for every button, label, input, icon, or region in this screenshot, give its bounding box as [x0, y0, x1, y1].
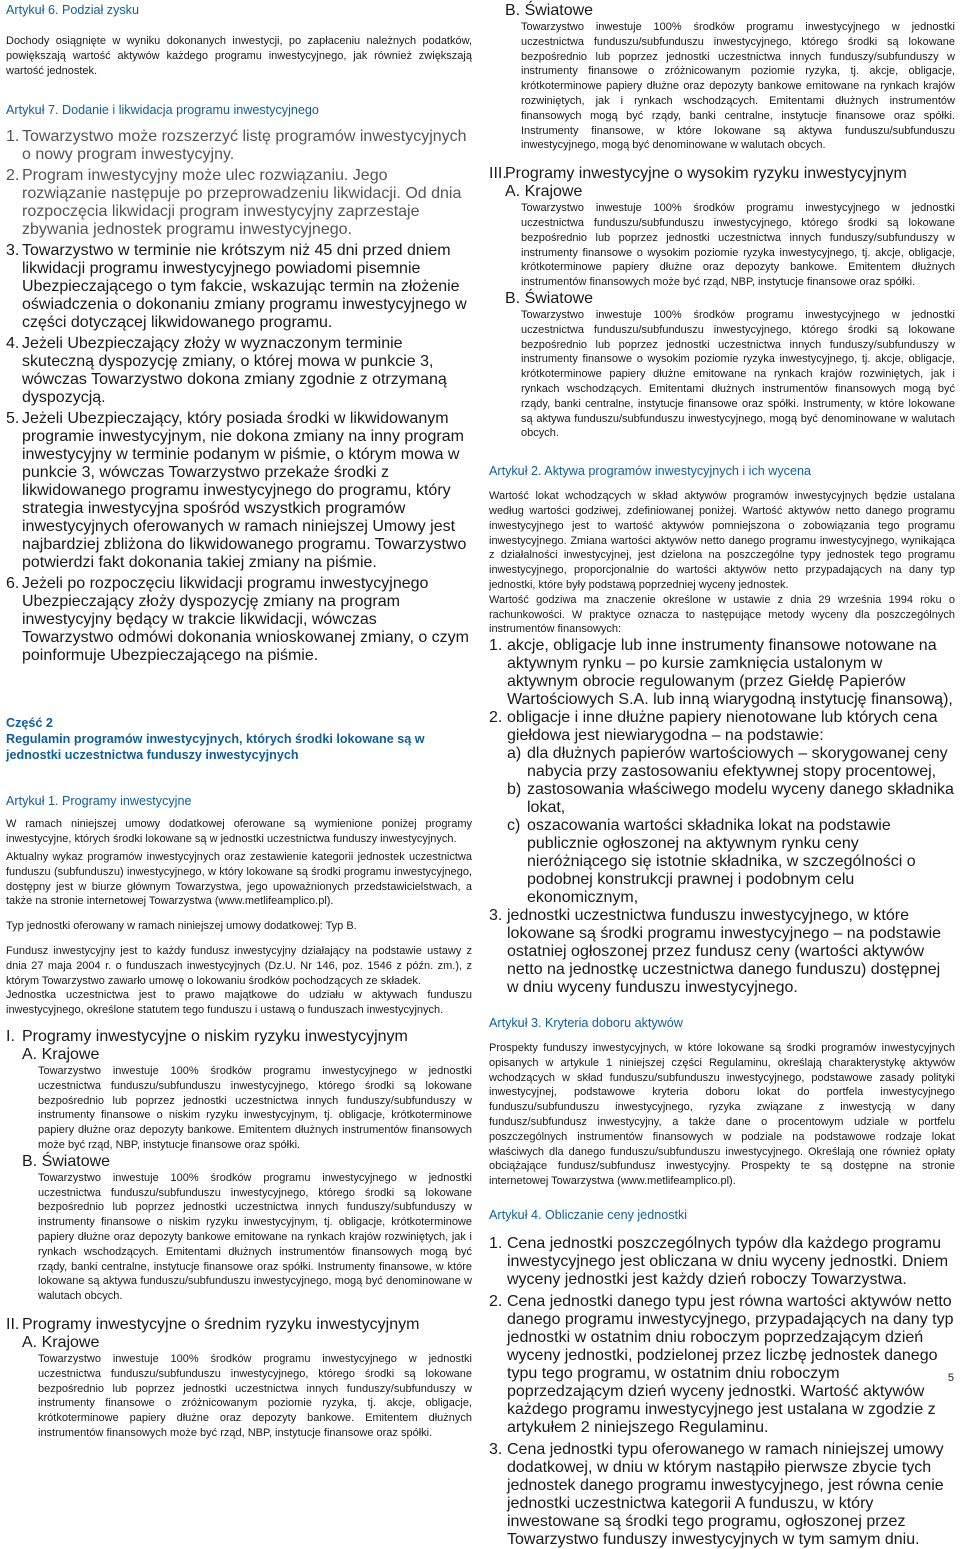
- page-number: 5: [947, 1372, 954, 1384]
- article-4-item: 1. Cena jednostki poszczególnych typów dla każdego programu inwestycyjnego jest obliczana w dniu wyceny jednostki. Dniem wyceny jednostki jest każdy dzień roboczy Towarzystwa.: [489, 1235, 949, 1289]
- article-7-item: 4. Jeżeli Ubezpieczający złoży w wyznaczonym terminie skuteczną dyspozycję zmiany, o której mowa w punkcie 3, wówczas Towarzystwo dokona zmiany zgodnie z otrzymaną dyspozycją.: [6, 335, 447, 407]
- article-4-heading: Artykuł 4. Obliczanie ceny jednostki: [489, 1208, 688, 1223]
- article-4-item: 2. Cena jednostki danego typu jest równa wartości aktywów netto danego programu inwestycyjnego, przypadających na dany typ jednostki w ostatnim dniu roboczym poprzedzającym dzień wyceny jednostki, podzielonej przez liczbę jednostek danego typu tego programu, w ostatnim dniu roboczym poprzedzającym dzień wyceny jednostki. Wartość aktywów każdego programu inwestycyjnego jest ustalana w zgodzie z artykułem 2 niniejszego Regulaminu.: [489, 1293, 954, 1437]
- program-subheading: A. Krajowe: [505, 183, 583, 201]
- program-subheading: B. Światowe: [505, 289, 594, 307]
- article-7-heading: Artykuł 7. Dodanie i likwidacja programu inwestycyjnego: [6, 103, 319, 118]
- program-description: Towarzystwo inwestuje 100% środków programu inwestycyjnego w jednostki uczestnictwa funduszu/subfunduszu inwestycyjnego, którego środki są lokowane bezpośrednio lub poprzez jednostki uczestnictwa innych funduszy/subfunduszy w instrumenty finansowe o niskim ryzyku inwestycyjnym, tj. obligacje, krótkoterminowe papiery dłużne oraz depozyty bankowe. Emitentem dłużnych instrumentów finansowych może być rząd, NBP, instytucje finansowe oraz spółki.: [38, 1064, 472, 1151]
- program-subheading: A. Krajowe: [22, 1045, 100, 1063]
- program-group-medium-risk-continued: [489, 2, 955, 153]
- article-2-paragraph: Wartość godziwa ma znaczenie określone w ustawie z dnia 29 września 1994 roku o rachunkowości. W praktyce oznacza to następujące metody wyceny dla poszczególnych instrumentów finansowych:: [489, 593, 955, 636]
- part-2-title: Regulamin programów inwestycyjnych, których środki lokowane są w jednostki uczestnictwa funduszy inwestycyjnych: [6, 732, 425, 763]
- article-1-paragraph: W ramach niniejszej umowy dodatkowej oferowane są wymienione poniżej programy inwestycyjne, których środki lokowane są w jednostki uczestnictwa funduszy inwestycyjnych.: [6, 818, 472, 846]
- program-subheading: B. Światowe: [505, 2, 594, 19]
- article-6-text: Dochody osiągnięte w wyniku dokonanych inwestycji, po zapłaceniu należnych podatków, powiększają wartość aktywów każdego programu inwestycyjnego, jak również zwiększają wartość jednostek.: [6, 35, 472, 77]
- article-2-heading: Artykuł 2. Aktywa programów inwestycyjnych i ich wycena: [489, 464, 811, 479]
- program-subheading: A. Krajowe: [22, 1333, 100, 1351]
- program-group-low-risk: [6, 1028, 472, 1304]
- program-group-high-risk: [489, 165, 955, 441]
- article-1-paragraph: Jednostka uczestnictwa jest to prawo majątkowe do udziału w aktywach funduszu inwestycyjnego, określone statutem tego funduszu i ustawą o funduszach inwestycyjnych.: [6, 989, 472, 1017]
- article-7-item: 1. Towarzystwo może rozszerzyć listę programów inwestycyjnych o nowy program inwestycyjny.: [6, 128, 467, 164]
- program-description: Towarzystwo inwestuje 100% środków programu inwestycyjnego w jednostki uczestnictwa funduszu/subfunduszu inwestycyjnego, którego środki są lokowane bezpośrednio lub poprzez jednostki uczestnictwa innych funduszy/subfunduszy w instrumenty finansowe o wysokim poziomie ryzyka inwestycyjnego, tj. akcje, obligacje, krótkoterminowe papiery dłużne oraz depozyty bankowe. Emitentem dłużnych instrumentów finansowych może być rząd, NBP, instytucje finansowe oraz spółki.: [521, 202, 955, 289]
- left-column: [6, 0, 472, 1441]
- article-3-heading: Artykuł 3. Kryteria doboru aktywów: [489, 1016, 683, 1031]
- program-subheading: B. Światowe: [22, 1152, 111, 1170]
- program-description: Towarzystwo inwestuje 100% środków programu inwestycyjnego w jednostki uczestnictwa funduszu/subfunduszu inwestycyjnego, którego środki są lokowane bezpośrednio lub poprzez jednostki uczestnictwa innych funduszy/subfunduszy w instrumenty finansowe o wysokim poziomie ryzyka inwestycyjnego, tj. akcje, obligacje, krótkoterminowe papiery dłużne emitowane na rynkach krajów rozwiniętych, jak i rynkach wschodzących. Emitentami dłużnych instrumentów finansowych mogą być rządy, banki centralne, instytucje finansowe oraz spółki. Instrumenty, w które lokowane są aktywa funduszu/subfunduszu inwestycyjnego, mogą być denominowane w walutach obcych.: [521, 308, 955, 440]
- article-1-heading: Artykuł 1. Programy inwestycyjne: [6, 794, 192, 809]
- part-2-label: Część 2: [6, 716, 53, 731]
- right-column: [489, 0, 955, 1549]
- article-7-list: [6, 128, 472, 665]
- valuation-method-item: 2. obligacje i inne dłużne papiery nienotowane lub których cena giełdowa jest niewiarygodna – na podstawie:: [489, 709, 938, 745]
- article-1-paragraph: Fundusz inwestycyjny jest to każdy fundusz inwestycyjny działający na podstawie ustawy z dnia 27 maja 2004 r. o funduszach inwestycyjnych (Dz.U. Nr 146, poz. 1546 z późn. zm.), z którym Towarzystwo zawarło umowę o lokowaniu środków pochodzących ze składek.: [6, 944, 472, 987]
- valuation-sublist: [489, 745, 955, 907]
- program-description: Towarzystwo inwestuje 100% środków programu inwestycyjnego w jednostki uczestnictwa funduszu/subfunduszu inwestycyjnego, którego środki są lokowane bezpośrednio lub poprzez jednostki uczestnictwa innych funduszy/subfunduszy w instrumenty finansowe o zróżnicowanym poziomie ryzyka, tj. akcje, obligacje, krótkoterminowe papiery dłużne oraz depozyty bankowe emitowane na rynkach krajów rozwiniętych, jak i rynkach wschodzących. Emitentami dłużnych instrumentów finansowych mogą być rządy, banki centralne, instytucje finansowe oraz spółki. Instrumenty finansowe, w które lokowane są aktywa funduszu/subfunduszu inwestycyjnego, mogą być denominowane w walutach obcych.: [521, 21, 955, 152]
- program-description: Towarzystwo inwestuje 100% środków programu inwestycyjnego w jednostki uczestnictwa funduszu/subfunduszu inwestycyjnego, którego środki są lokowane bezpośrednio lub poprzez jednostki uczestnictwa innych funduszy/subfunduszy w instrumenty finansowe o zróżnicowanym poziomie ryzyka, tj. akcje, obligacje, krótkoterminowe papiery dłużne oraz depozyty bankowe. Emitentem dłużnych instrumentów finansowych może być rząd, NBP, instytucje finansowe oraz spółki.: [38, 1352, 472, 1439]
- article-1-unit-type: Typ jednostki oferowany w ramach niniejszej umowy dodatkowej: Typ B.: [6, 920, 357, 933]
- program-group-medium-risk: [6, 1316, 472, 1441]
- valuation-subitem: a) dla dłużnych papierów wartościowych – skorygowanej ceny nabycia przy zastosowaniu efektywnej stopy procentowej,: [507, 745, 948, 781]
- article-3-paragraph: Prospekty funduszy inwestycyjnych, w które lokowane są środki programów inwestycyjnych opisanych w artykule 1 niniejszej części Regulaminu, określają charakterystykę aktywów wchodzących w skład funduszu/subfunduszu inwestycyjnego, podstawowe zasady polityki inwestycyjnej, podstawowe kryteria doboru lokat do portfela inwestycyjnego funduszu/subfunduszu inwestycyjnego, ryzyka związane z inwestycją w dany fundusz/subfundusz inwestycyjny, a także dane o procentowym udziale w portfelu poszczególnych instrumentów finansowych w podziale na podstawowe rodzaje lokat właściwych dla danego funduszu/subfunduszu inwestycyjnego. Określają one również opłaty obciążające fundusz/subfundusz inwestycyjny. Prospekty te są dostępne na stronie internetowej Towarzystwa (www.metlifeamplico.pl).: [489, 1042, 955, 1188]
- program-group-heading: I. Programy inwestycyjne o niskim ryzyku inwestycyjnym: [6, 1027, 408, 1045]
- valuation-subitem: c) oszacowania wartości składnika lokat na podstawie publicznie ogłoszonej na aktywnym rynku ceny nieróżniącego się istotnie składnika, w szczególności o podobnej konstrukcji prawnej i podobnym celu ekonomicznym,: [507, 817, 916, 907]
- valuation-methods-list: [489, 637, 955, 997]
- valuation-method-item: 3. jednostki uczestnictwa funduszu inwestycyjnego, w które lokowane są środki programu inwestycyjnego – na podstawie ostatniej ogłoszonej przez fundusz ceny (wartości aktywów netto na jednostkę uczestnictwa danego funduszu) dostępnej w dniu wyceny funduszu inwestycyjnego.: [489, 907, 942, 997]
- valuation-subitem: b) zastosowania właściwego modelu wyceny danego składnika lokat,: [507, 781, 954, 817]
- article-7-item: 3. Towarzystwo w terminie nie krótszym niż 45 dni przed dniem likwidacji programu inwestycyjnego powiadomi pisemnie Ubezpieczającego o tym fakcie, wskazując termin na złożenie oświadczenia o dokonaniu zmiany programu inwestycyjnego w części dotyczącej likwidowanego programu.: [6, 242, 467, 332]
- valuation-method-item: 1. akcje, obligacje lub inne instrumenty finansowe notowane na aktywnym rynku – po kursie zamknięcia ustalonym w aktywnym obrocie regulowanym (przez Giełdę Papierów Wartościowych S.A. lub inną wiarygodną instytucję finansową),: [489, 637, 953, 709]
- program-description: Towarzystwo inwestuje 100% środków programu inwestycyjnego w jednostki uczestnictwa funduszu/subfunduszu inwestycyjnego, którego środki są lokowane bezpośrednio lub poprzez jednostki uczestnictwa innych funduszy/subfunduszy w instrumenty finansowe o niskim ryzyku inwestycyjnym, tj. obligacje, krótkoterminowe papiery dłużne oraz depozyty bankowe emitowane na rynkach krajów rozwiniętych, jak i rynkach wschodzących. Emitentami dłużnych instrumentów finansowych mogą być rządy, banki centralne, instytucje finansowe oraz spółki. Instrumenty finansowe, w które lokowane są aktywa funduszu/subfunduszu inwestycyjnego, mogą być denominowane w walutach obcych.: [38, 1171, 472, 1303]
- article-4-list: [489, 1235, 955, 1549]
- article-7-item: 5. Jeżeli Ubezpieczający, który posiada środki w likwidowanym programie inwestycyjnym, nie dokona zmiany na inny program inwestycyjny w terminie podanym w piśmie, o którym mowa w punkcie 3, wówczas Towarzystwo przekaże środki z likwidowanego programu inwestycyjnego do programu, który strategia inwestycyjna spośród wszystkich programów inwestycyjnych oferowanych w ramach niniejszej Umowy jest najbardziej zbliżona do likwidowanego programu. Towarzystwo potwierdzi fakt dokonania takiej zmiany na piśmie.: [6, 410, 467, 572]
- program-group-heading: III. Programy inwestycyjne o wysokim ryzyku inwestycyjnym: [489, 165, 907, 183]
- program-group-heading: II. Programy inwestycyjne o średnim ryzyku inwestycyjnym: [6, 1315, 420, 1333]
- article-7-item: 6. Jeżeli po rozpoczęciu likwidacji programu inwestycyjnego Ubezpieczający złoży dyspozycję zmiany na program inwestycyjny będący w trakcie likwidacji, wówczas Towarzystwo odmówi dokonania wnioskowanej zmiany, o czym poinformuje Ubezpieczającego na piśmie.: [6, 575, 469, 665]
- article-6-heading: Artykuł 6. Podział zysku: [6, 3, 139, 17]
- article-1-paragraph: Aktualny wykaz programów inwestycyjnych oraz zestawienie kategorii jednostek uczestnictwa funduszu (subfunduszu) inwestycyjnego, w który lokowane są środki programu inwestycyjnego, dostępny jest w biurze głównym Towarzystwa, jego upoważnionych przedstawicielstwach, a także na stronie internetowej Towarzystwa (www.metlifeamplico.pl).: [6, 850, 472, 908]
- article-2-paragraph: Wartość lokat wchodzących w skład aktywów programów inwestycyjnych będzie ustalana według wartości godziwej, zdefiniowanej poniżej. Wartość aktywów netto danego programu inwestycyjnego jest to wartość aktywów pomniejszona o zobowiązania tego programu inwestycyjnego. Zmiana wartości aktywów netto danego programu inwestycyjnego, wynikająca z działalności inwestycyjnej, jest dzielona na poszczególne typy jednostek tego programu inwestycyjnego, proporcjonalnie do wartości aktywów netto przypadających na dany typ jednostki, które były podstawą poprzedniej wyceny jednostek.: [489, 490, 955, 591]
- article-4-item: 3. Cena jednostki typu oferowanego w ramach niniejszej umowy dodatkowej, w dniu w którym nastąpiło pierwsze zbycie tych jednostek danego programu inwestycyjnego, jest równa cenie jednostki uczestnictwa kategorii A funduszu, w który inwestowane są środki tego programu, ogłoszonej przez Towarzystwo funduszy inwestycyjnych w tym samym dniu.: [489, 1441, 944, 1549]
- article-7-item: 2. Program inwestycyjny może ulec rozwiązaniu. Jego rozwiązanie następuje po przeprowadzeniu likwidacji. Od dnia rozpoczęcia likwidacji program inwestycyjny zaprzestaje zbywania jednostek programu inwestycyjnego.: [6, 167, 462, 239]
